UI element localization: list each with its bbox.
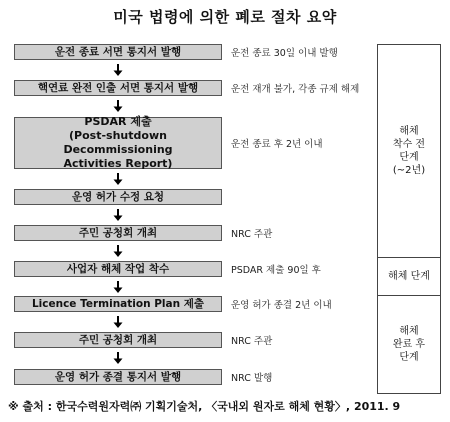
step-note-2: 운전 재개 불가, 각종 규제 해제 — [231, 84, 360, 95]
step-note-5: NRC 주관 — [231, 229, 273, 240]
phase-post-decommissioning: 해체 완료 후 단계 — [392, 326, 426, 363]
diagram-title: 미국 법령에 의한 폐로 절차 요약 — [113, 8, 337, 26]
down-arrow-icon — [111, 315, 125, 329]
phase-column — [377, 44, 441, 394]
step-box-4 — [14, 189, 222, 205]
step-box-7 — [14, 296, 222, 312]
step-note-1: 운전 종료 30일 이내 발행 — [231, 48, 338, 59]
step-box-1 — [14, 44, 222, 60]
step-note-3: 운전 종료 후 2년 이내 — [231, 139, 323, 150]
step-box-8 — [14, 332, 222, 348]
step-note-9: NRC 발행 — [231, 373, 273, 384]
down-arrow-icon — [111, 172, 125, 186]
step-note-6: PSDAR 제출 90일 후 — [231, 265, 321, 276]
down-arrow-icon — [111, 351, 125, 365]
step-label-7: Licence Termination Plan 제출 — [31, 297, 205, 310]
step-label-9: 운영 허가 종결 통지서 발행 — [54, 370, 182, 383]
step-box-6 — [14, 261, 222, 277]
step-box-3 — [14, 117, 222, 169]
step-label-3: PSDAR 제출 (Post-shutdown Decommissioning Activities Report) — [63, 115, 173, 170]
down-arrow-icon — [111, 280, 125, 294]
phase-decommissioning: 해체 단계 — [388, 271, 430, 282]
down-arrow-icon — [111, 63, 125, 77]
step-label-5: 주민 공청회 개최 — [78, 226, 158, 239]
step-box-2 — [14, 80, 222, 96]
step-label-8: 주민 공청회 개최 — [78, 333, 158, 346]
step-label-6: 사업자 해체 작업 착수 — [66, 262, 170, 275]
step-label-4: 운영 허가 수정 요청 — [71, 190, 165, 203]
step-note-8: NRC 주관 — [231, 336, 273, 347]
down-arrow-icon — [111, 208, 125, 222]
down-arrow-icon — [111, 99, 125, 113]
step-note-7: 운영 허가 종결 2년 이내 — [231, 300, 332, 311]
source-note: ※ 출처 : 한국수력원자력㈜ 기획기술처, 〈국내외 원자로 해체 현황〉, 2011. 9 — [8, 400, 401, 413]
phase-pre-decommissioning: 해체 착수 전 단계 (~2년) — [392, 126, 426, 176]
step-box-9 — [14, 369, 222, 385]
step-box-5 — [14, 225, 222, 241]
step-label-1: 운전 종료 서면 통지서 발행 — [54, 45, 182, 58]
down-arrow-icon — [111, 244, 125, 258]
step-label-2: 핵연료 완전 인출 서면 통지서 발행 — [37, 81, 199, 94]
